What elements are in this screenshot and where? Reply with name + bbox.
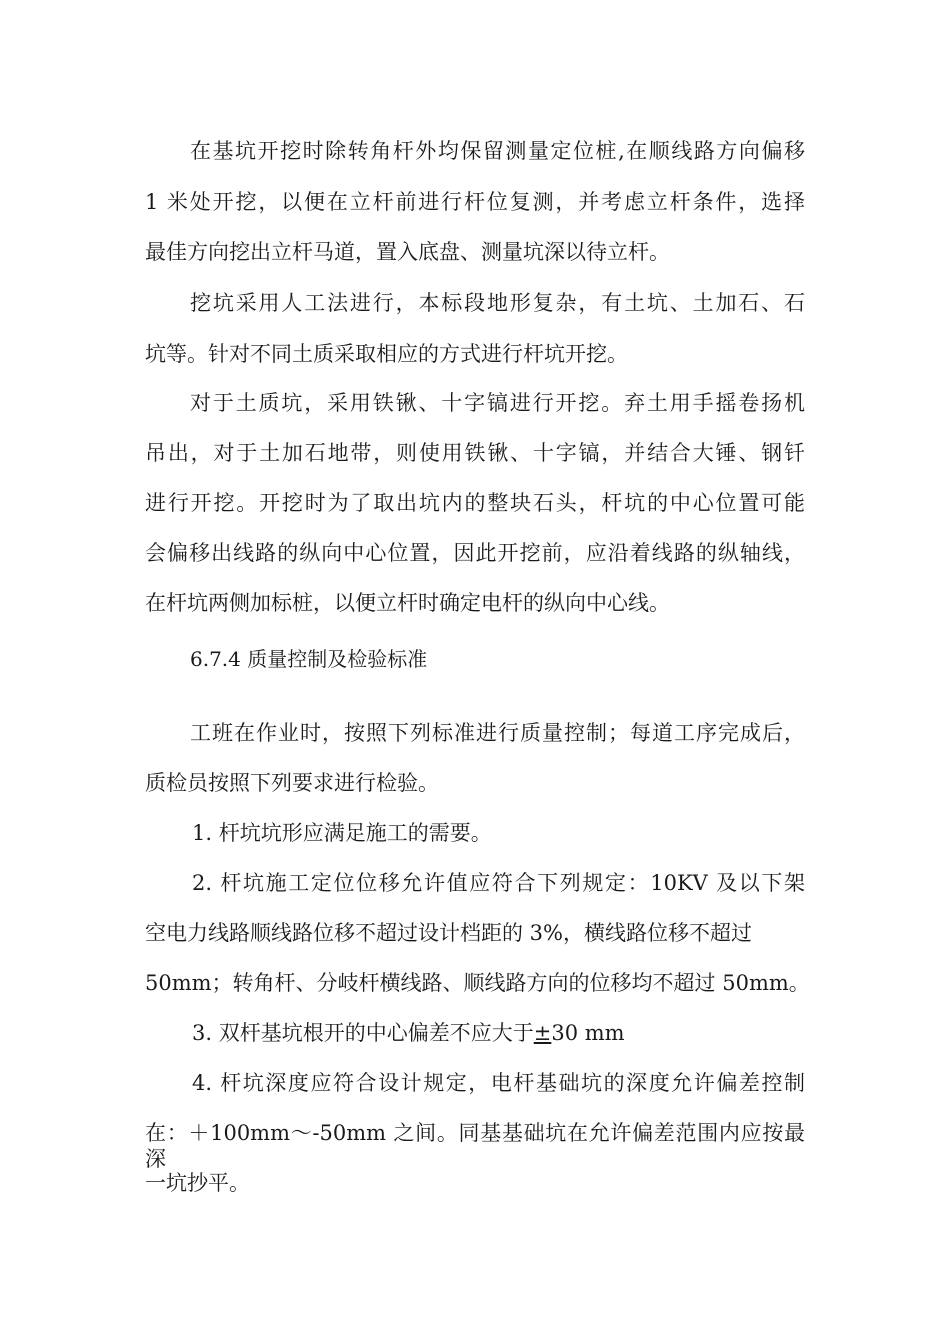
para3-line2: 吊出，对于土加石地带，则使用铁锹、十字镐，并结合大锤、钢钎 <box>145 441 805 465</box>
para1-line2: 1 米处开挖，以便在立杆前进行杆位复测，并考虑立杆条件，选择 <box>145 190 805 214</box>
item3-plus-minus: ± <box>533 1021 552 1045</box>
para2-line1: 挖坑采用人工法进行，本标段地形复杂，有土坑、土加石、石 <box>190 291 805 315</box>
item2-line2: 空电力线路顺线路位移不超过设计档距的 3%，横线路位移不超过 <box>145 921 752 945</box>
para3-line3: 进行开挖。开挖时为了取出坑内的整块石头，杆坑的中心位置可能 <box>145 491 805 515</box>
item3-prefix: 3. 双杆基坑根开的中心偏差不应大于 <box>192 1021 534 1045</box>
para3-line1: 对于土质坑，采用铁锹、十字镐进行开挖。弃土用手摇卷扬机 <box>190 391 805 415</box>
para1-line1: 在基坑开挖时除转角杆外均保留测量定位桩,在顺线路方向偏移 <box>190 139 805 163</box>
para3-line4: 会偏移出线路的纵向中心位置，因此开挖前，应沿着线路的纵轴线， <box>145 541 805 565</box>
para2-line2: 坑等。针对不同土质采取相应的方式进行杆坑开挖。 <box>145 342 628 366</box>
para4-line2: 质检员按照下列要求进行检验。 <box>145 771 439 795</box>
item2-line3: 50mm；转角杆、分岐杆横线路、顺线路方向的位移均不超过 50mm。 <box>145 971 810 995</box>
para1-line3: 最佳方向挖出立杆马道，置入底盘、测量坑深以待立杆。 <box>145 240 670 264</box>
section-heading: 6.7.4 质量控制及检验标准 <box>190 647 428 671</box>
item3-line1 <box>192 1020 805 1046</box>
item1-line1: 1. 杆坑坑形应满足施工的需要。 <box>192 821 492 845</box>
item2-line1: 2. 杆坑施工定位位移允许值应符合下列规定：10KV 及以下架 <box>192 871 805 895</box>
item4-line2: 在：＋100mm～-50mm 之间。同基基础坑在允许偏差范围内应按最深 <box>145 1121 805 1171</box>
para4-line1: 工班在作业时，按照下列标准进行质量控制；每道工序完成后， <box>190 721 805 745</box>
item4-line3: 一坑抄平。 <box>145 1171 250 1195</box>
para3-line5: 在杆坑两侧加标桩，以便立杆时确定电杆的纵向中心线。 <box>145 591 670 615</box>
item4-line1: 4. 杆坑深度应符合设计规定，电杆基础坑的深度允许偏差控制 <box>192 1071 805 1095</box>
item3-suffix: 30 mm <box>551 1021 625 1045</box>
